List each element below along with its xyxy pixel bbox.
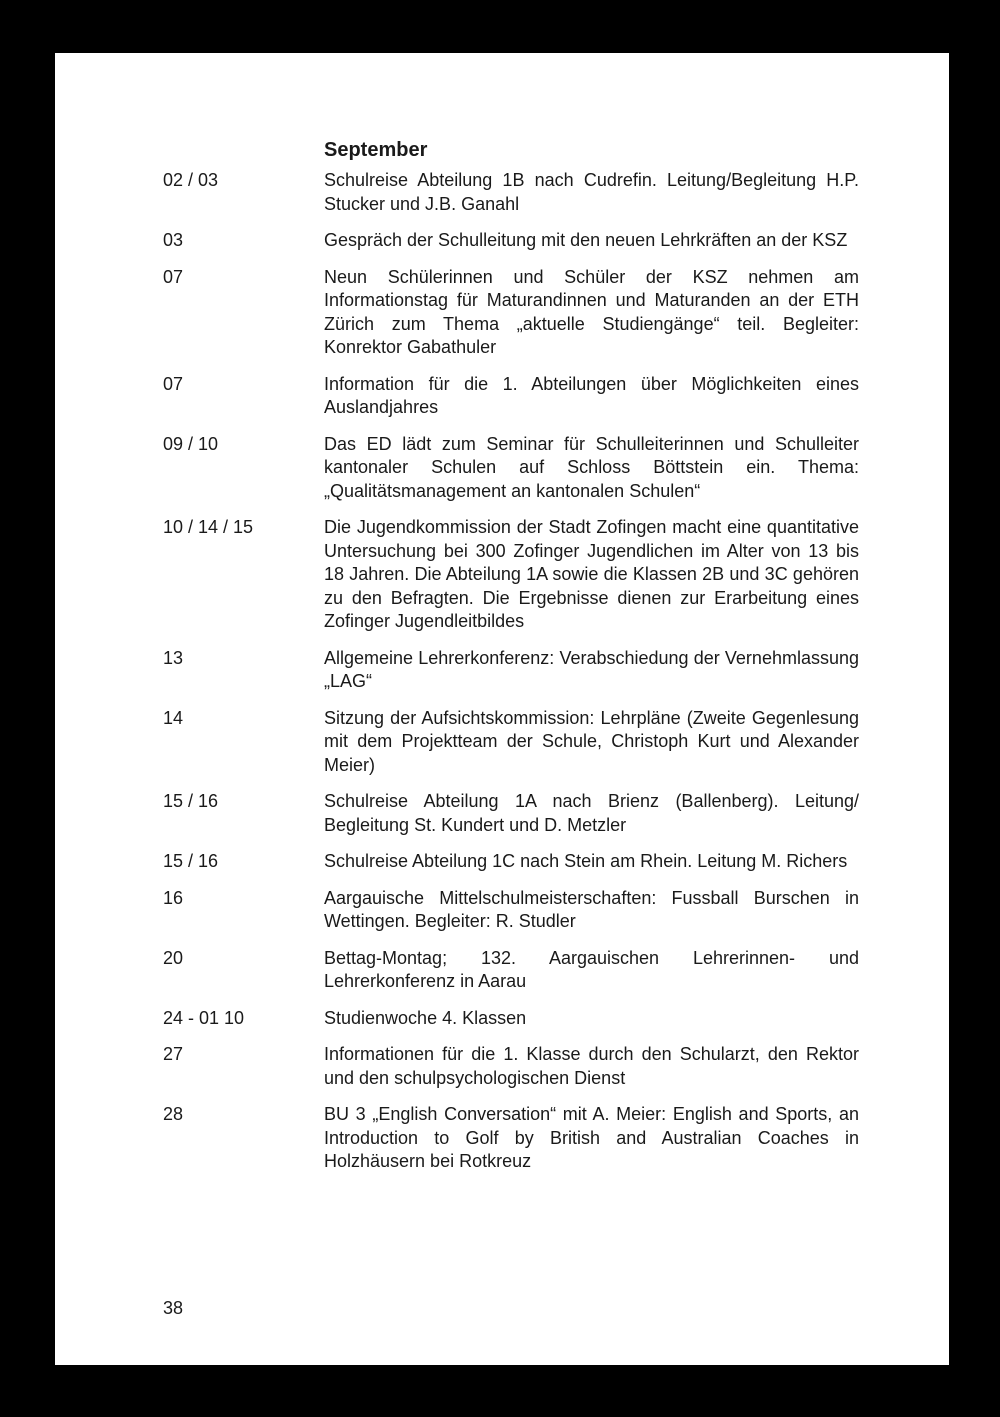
entry-date: 20 bbox=[163, 947, 184, 968]
chronicle-entry bbox=[163, 1043, 859, 1090]
entry-date: 07 bbox=[163, 373, 184, 394]
entry-text: Die Jugendkommission der Stadt Zofingen macht eine quantitative Untersuchung bei 300 Zofinger Jugendlichen im Alter von 13 bis 18 Jahren. Die Abteilung 1A sowie die Klassen 2B und 3C gehören zu den Befragten. Die Ergebnisse dienen zur Erarbeitung eines Zofinger Jugendleitbildes bbox=[324, 517, 859, 631]
chronicle-entry bbox=[163, 373, 859, 420]
entry-text: Aargauische Mittelschulmeisterschaften: Fussball Burschen in Wettingen. Begleiter: R. Studler bbox=[324, 887, 859, 931]
entry-date: 02 / 03 bbox=[163, 170, 219, 190]
entry-text: Bettag-Montag; 132. Aargauischen Lehrerinnen- und Lehrerkonferenz in Aarau bbox=[324, 947, 859, 991]
chronicle-entry bbox=[163, 647, 859, 694]
entry-date: 24 - 01 10 bbox=[163, 1007, 245, 1028]
entry-text: Gespräch der Schulleitung mit den neuen Lehrkräften an der KSZ bbox=[324, 230, 848, 250]
entry-date: 15 / 16 bbox=[163, 791, 219, 811]
entry-date: 14 bbox=[163, 707, 184, 728]
entry-date: 28 bbox=[163, 1104, 184, 1124]
entry-text: Das ED lädt zum Seminar für Schulleiterinnen und Schulleiter kantonaler Schulen auf Schloss Böttstein ein. Thema: „Qualitätsmanagement an kantonalen Schulen“ bbox=[324, 433, 859, 501]
chronicle-entry bbox=[163, 433, 859, 504]
entry-date: 10 / 14 / 15 bbox=[163, 517, 254, 537]
entry-text: Informationen für die 1. Klasse durch den Schularzt, den Rektor und den schulpsychologischen Dienst bbox=[324, 1044, 859, 1088]
entry-date: 16 bbox=[163, 887, 184, 908]
chronicle-entry bbox=[163, 707, 859, 778]
entry-text: Neun Schülerinnen und Schüler der KSZ nehmen am Informationstag für Maturandinnen und Maturanden an der ETH Zürich zum Thema „aktuelle Studiengänge“ teil. Begleiter: Konrektor Gabathuler bbox=[324, 266, 859, 357]
entry-date: 27 bbox=[163, 1044, 184, 1064]
entry-date: 15 / 16 bbox=[163, 851, 219, 871]
document-page bbox=[55, 53, 949, 1365]
entry-date: 13 bbox=[163, 647, 184, 668]
entry-date: 07 bbox=[163, 266, 184, 287]
chronicle-entry bbox=[163, 169, 859, 216]
entry-text: Allgemeine Lehrerkonferenz: Verabschiedung der Vernehmlassung „LAG“ bbox=[324, 647, 859, 691]
chronicle-entry bbox=[163, 229, 859, 253]
entry-text: Studienwoche 4. Klassen bbox=[324, 1007, 527, 1028]
month-heading: September bbox=[324, 139, 428, 161]
chronicle-entry bbox=[163, 1103, 859, 1174]
entry-text: Schulreise Abteilung 1B nach Cudrefin. Leitung/Begleitung H.P. Stucker und J.B. Ganahl bbox=[324, 170, 859, 214]
chronicle-entry bbox=[163, 850, 859, 874]
entry-text: Information für die 1. Abteilungen über Möglichkeiten eines Auslandjahres bbox=[324, 373, 859, 417]
entry-text: Schulreise Abteilung 1A nach Brienz (Ballenberg). Leitung/ Begleitung St. Kundert und D. Metzler bbox=[324, 791, 859, 835]
chronicle-entry bbox=[163, 790, 859, 837]
page-number: 38 bbox=[163, 1298, 184, 1318]
chronicle-entry bbox=[163, 887, 859, 934]
entry-date: 03 bbox=[163, 230, 184, 250]
chronicle-entry bbox=[163, 516, 859, 634]
chronicle-entry bbox=[163, 266, 859, 360]
chronicle-entry bbox=[163, 947, 859, 994]
entry-date: 09 / 10 bbox=[163, 433, 219, 454]
entry-text: Sitzung der Aufsichtskommission: Lehrpläne (Zweite Gegenlesung mit dem Projektteam der Schule, Christoph Kurt und Alexander Meier) bbox=[324, 707, 859, 775]
entry-text: BU 3 „English Conversation“ mit A. Meier: English and Sports, an Introduction to Golf by British and Australian Coaches in Holzhäusern bei Rotkreuz bbox=[324, 1104, 859, 1171]
entry-text: Schulreise Abteilung 1C nach Stein am Rhein. Leitung M. Richers bbox=[324, 851, 848, 871]
chronicle-list bbox=[163, 169, 859, 1187]
chronicle-entry bbox=[163, 1007, 859, 1031]
